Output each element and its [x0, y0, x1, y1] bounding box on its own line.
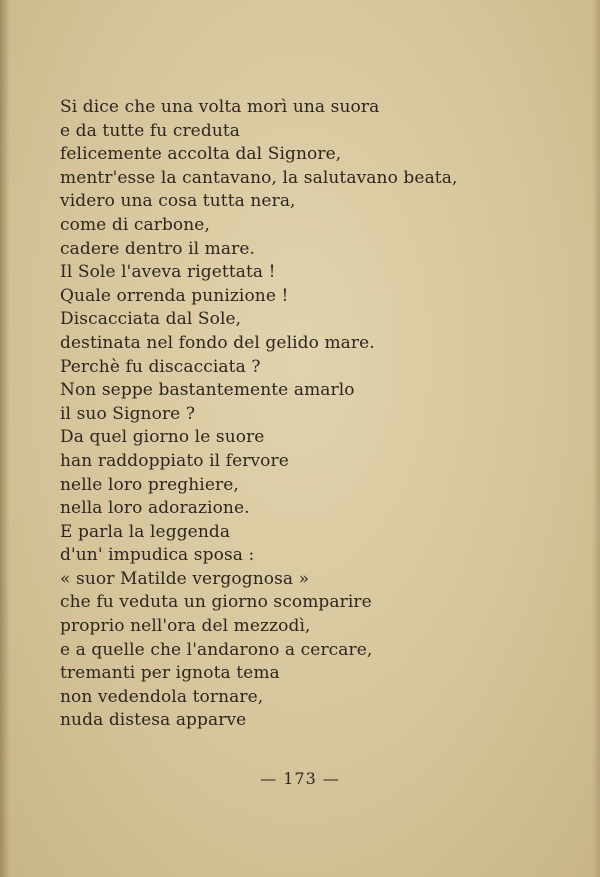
poem-line: E parla la leggenda	[60, 521, 231, 542]
poem-line: nella loro adorazione.	[60, 498, 250, 519]
poem-line: Perchè fu discacciata ?	[60, 356, 261, 377]
poem-line: han raddoppiato il fervore	[60, 450, 289, 471]
poem-line: Il Sole l'aveva rigettata !	[60, 262, 276, 283]
poem-line: mentr'esse la cantavano, la salutavano beata,	[60, 167, 458, 188]
poem-line: destinata nel fondo del gelido mare.	[60, 332, 375, 353]
poem-text	[60, 96, 580, 733]
poem-line: tremanti per ignota tema	[60, 663, 280, 684]
poem-line: non vedendola tornare,	[60, 686, 264, 707]
poem-line: felicemente accolta dal Signore,	[60, 144, 342, 165]
poem-line: e da tutte fu creduta	[60, 120, 241, 141]
poem-line: videro una cosa tutta nera,	[60, 191, 296, 212]
poem-line: Si dice che una volta morì una suora	[60, 97, 380, 117]
poem-line: nelle loro preghiere,	[60, 474, 239, 495]
poem-line: proprio nell'ora del mezzodì,	[60, 616, 311, 637]
page-right-edge	[592, 0, 600, 877]
poem-line: cadere dentro il mare.	[60, 238, 256, 259]
poem-line: e a quelle che l'andarono a cercare,	[60, 639, 373, 660]
poem-line: Discacciata dal Sole,	[60, 309, 242, 330]
poem-line: Non seppe bastantemente amarlo	[60, 380, 355, 401]
poem-line: il suo Signore ?	[60, 403, 196, 424]
poem-line: Quale orrenda punizione !	[60, 285, 289, 306]
poem-line: che fu veduta un giorno scomparire	[60, 592, 372, 613]
poem-line: Da quel giorno le suore	[60, 427, 265, 448]
page-left-edge	[0, 0, 10, 877]
poem-line: nuda distesa apparve	[60, 710, 247, 731]
page-number: — 173 —	[260, 769, 340, 788]
poem-line: d'un' impudica sposa :	[60, 545, 255, 566]
poem-line: come di carbone,	[60, 214, 210, 235]
poem-line: « suor Matilde vergognosa »	[60, 568, 310, 589]
